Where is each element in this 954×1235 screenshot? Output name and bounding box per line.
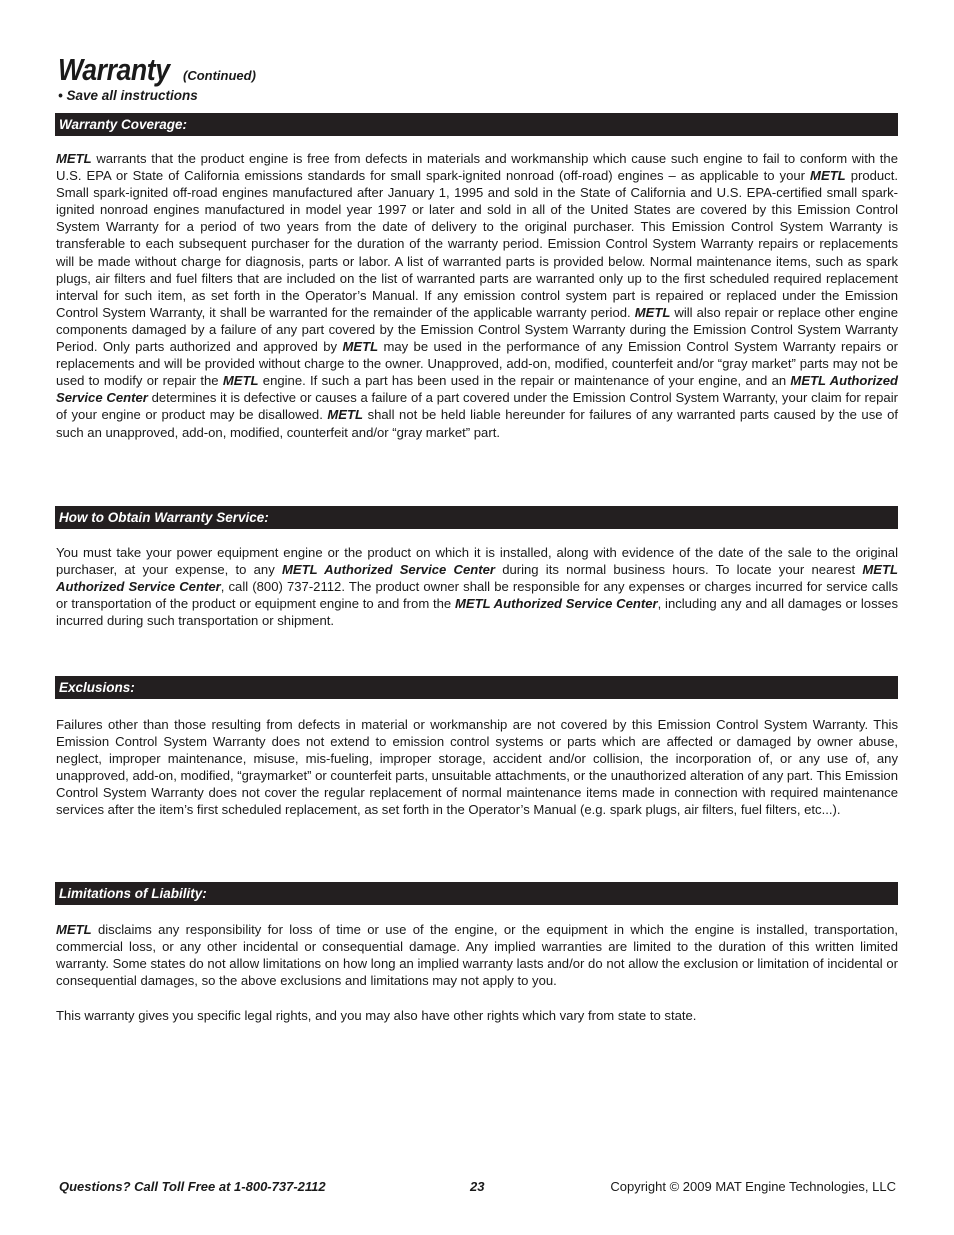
authorized-service-center: METL Authorized Service Center <box>56 373 898 406</box>
page-number: 23 <box>470 1179 485 1194</box>
brand-metl: METL <box>634 304 671 320</box>
brand-metl: METL <box>342 339 379 355</box>
coverage-text-a: warrants that the product engine is free from defects in materials and workmanship which cause such engine to fail to conform with the U.S. EPA or State of California emissions standards for small spark-ignited nonroad (off-road) engines – as applicable to your <box>56 151 898 184</box>
brand-metl: METL <box>222 373 259 389</box>
brand-metl: METL <box>56 922 92 937</box>
coverage-text-c: will also repair or replace other engine components damaged by a failure of any part covered by the Emission Control System Warranty during the Emission Control System Warranty Period. Only parts authorized and approved by <box>56 304 898 355</box>
section-heading-liability: Limitations of Liability: <box>55 882 898 905</box>
page-title <box>58 52 256 88</box>
liability-paragraph <box>56 921 898 989</box>
liability-text: disclaims any responsibility for loss of time or use of the engine, or the equipment in which the engine is installed, transportation, commercial loss, or any other incidental or consequential damage. Any implied warranties are limited to the duration of this written limited warranty. Some states do not allow limitations on how long an implied warranty lasts and/or do not allow the exclusion or limitation of incidental or consequential damages, so the above exclusions and limitations may not apply to you. <box>56 922 898 989</box>
title-continued: (Continued) <box>183 68 256 83</box>
authorized-service-center: METL Authorized Service Center <box>281 562 495 578</box>
service-text-d: , including any and all damages or losses incurred during such transportation or shipment. <box>56 596 898 629</box>
authorized-service-center: METL Authorized Service Center <box>56 562 898 595</box>
coverage-paragraph <box>56 150 898 441</box>
service-text-a: You must take your power equipment engine or the product on which it is installed, along with evidence of the date of the sale to the original purchaser, at your expense, to any <box>56 545 898 578</box>
brand-metl: METL <box>810 168 846 184</box>
page-subtitle: • Save all instructions <box>58 88 198 103</box>
brand-metl: METL <box>327 407 364 423</box>
footer-questions: Questions? Call Toll Free at 1-800-737-2112 <box>59 1179 326 1194</box>
service-text-b: during its normal business hours. To locate your nearest <box>494 562 863 578</box>
section-heading-coverage: Warranty Coverage: <box>55 113 898 136</box>
section-heading-exclusions: Exclusions: <box>55 676 898 699</box>
brand-metl: METL <box>56 151 92 166</box>
service-text-c: , call (800) 737-2112. The product owner shall be responsible for any expenses or charges incurred for service calls or transportation of the product or equipment engine to and from the <box>56 579 898 612</box>
coverage-text-e: engine. If such a part has been used in the repair or maintenance of your engine, and an <box>258 373 791 389</box>
rights-paragraph: This warranty gives you specific legal rights, and you may also have other rights which vary from state to state. <box>56 1008 697 1023</box>
section-heading-service: How to Obtain Warranty Service: <box>55 506 898 529</box>
exclusions-paragraph: Failures other than those resulting from defects in material or workmanship are not covered by this Emission Control System Warranty. This Emission Control System Warranty does not extend to emission control systems or parts which are affected or damaged by owner abuse, neglect, improper maintenance, misuse, mis-fueling, improper storage, accident and/or collision, the incorporation of, or any use of, any unapproved, add-on, modified, “graymarket” or counterfeit parts, unsuitable attachments, or the unauthorized alteration of any part. This Emission Control System Warranty does not cover the regular replacement of normal maintenance items made in connection with required maintenance services after the item’s first scheduled replacement, as set forth in the Operator’s Manual (e.g. spark plugs, air filters, fuel filters, etc...). <box>56 717 898 818</box>
coverage-text-f: determines it is defective or causes a failure of a part covered under the Emission Control System Warranty, your claim for repair of your engine or product may be disallowed. <box>56 390 898 423</box>
coverage-text-g: shall not be held liable hereunder for failures of any warranted parts caused by the use of such an unapproved, add-on, modified, counterfeit and/or “gray market” part. <box>56 407 898 440</box>
footer-copyright: Copyright © 2009 MAT Engine Technologies, LLC <box>610 1179 896 1194</box>
coverage-text-b: product. Small spark-ignited off-road engines manufactured after January 1, 1995 and sold in the State of California and U.S. EPA-certified small spark-ignited nonroad engines manufactured in model year 1997 or later and sold in all of the United States are covered by this Emission Control System Warranty for a period of two years from the date of delivery to the original purchaser. This Emission Control System Warranty is transferable to each subsequent purchaser for the duration of the warranty period. Emission Control System Warranty repairs or replacements will be made without charge for diagnosis, parts or labor. A list of warranted parts is provided below. Normal maintenance items, such as spark plugs, air filters and fuel filters that are included on the list of warranted parts are warranted only up to the first scheduled required replacement interval for such item, as set forth in the Operator’s Manual. If any emission control system part is repaired or replaced under the Emission Control System Warranty, it shall be warranted for the remainder of the applicable warranty period. <box>56 168 899 320</box>
coverage-text-d: may be used in the performance of any Emission Control System Warranty repairs or replacements and will be provided without charge to the owner. Unapproved, add-on, modified, counterfeit and/or “gray market” parts may not be used to modify or repair the <box>56 339 899 389</box>
service-paragraph <box>56 544 898 629</box>
authorized-service-center: METL Authorized Service Center <box>454 596 658 612</box>
title-text: Warranty <box>58 52 170 87</box>
